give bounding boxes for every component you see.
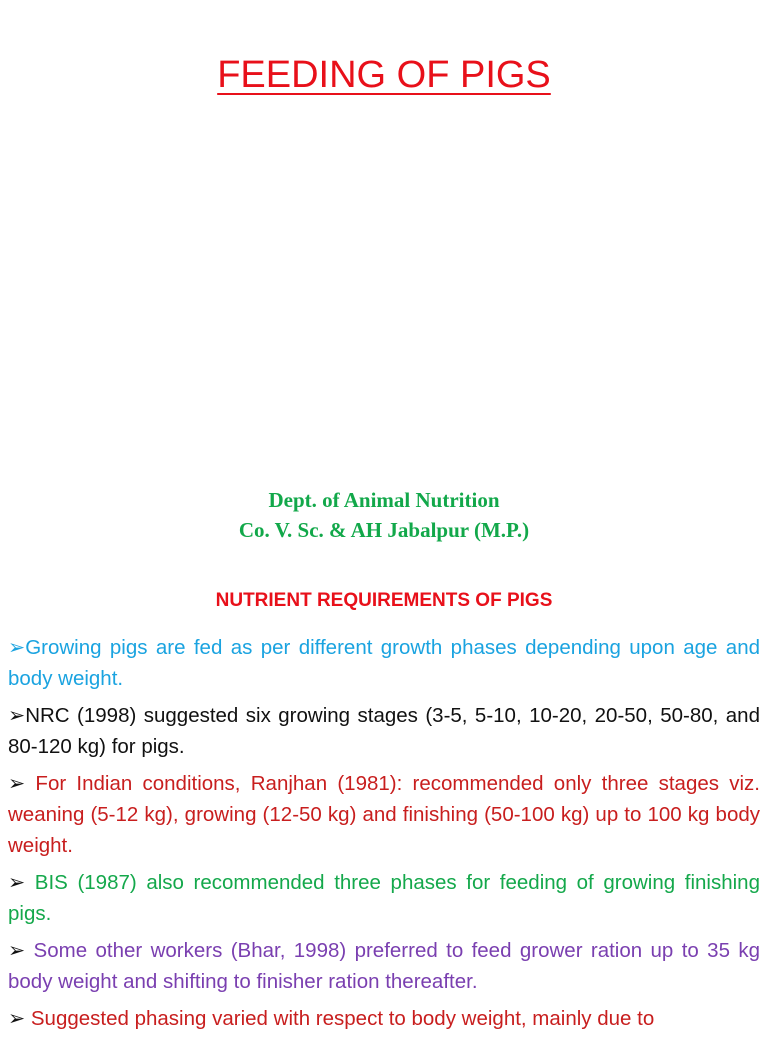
bullet-text: Growing pigs are fed as per different growth phases depending upon age and body weight.: [8, 636, 760, 690]
arrow-bullet-icon: ➢: [8, 772, 26, 795]
bullet-item: [8, 632, 760, 694]
page-title: FEEDING OF PIGS: [217, 54, 551, 96]
department-block: [0, 485, 768, 545]
college-name: Co. V. Sc. & AH Jabalpur (M.P.): [238, 518, 530, 542]
department-name: Dept. of Animal Nutrition: [268, 488, 500, 512]
bullet-item: [8, 768, 760, 861]
section-heading: NUTRIENT REQUIREMENTS OF PIGS: [215, 590, 553, 611]
arrow-bullet-icon: ➢: [8, 636, 26, 659]
bullet-text: Suggested phasing varied with respect to body weight, mainly due to: [25, 1007, 655, 1030]
bullet-text: BIS (1987) also recommended three phases for feeding of growing finishing pigs.: [8, 871, 760, 925]
arrow-bullet-icon: ➢: [8, 1007, 26, 1030]
bullet-item: [8, 935, 760, 997]
arrow-bullet-icon: ➢: [8, 939, 26, 962]
bullet-item: [8, 1003, 760, 1034]
bullet-text: NRC (1998) suggested six growing stages (3-5, 5-10, 10-20, 20-50, 50-80, and 80-120 kg) for pigs.: [8, 704, 760, 758]
arrow-bullet-icon: ➢: [8, 704, 26, 727]
bullet-text: Some other workers (Bhar, 1998) preferred to feed grower ration up to 35 kg body weight and shifting to finisher ration thereafter.: [8, 939, 760, 993]
arrow-bullet-icon: ➢: [8, 871, 26, 894]
bullet-text: For Indian conditions, Ranjhan (1981): recommended only three stages viz. weaning (5-12 kg), growing (12-50 kg) and finishing (50-100 kg) up to 100 kg body weight.: [8, 772, 760, 857]
bullet-item: [8, 867, 760, 929]
bullet-item: [8, 700, 760, 762]
bullet-list: [8, 632, 760, 1040]
